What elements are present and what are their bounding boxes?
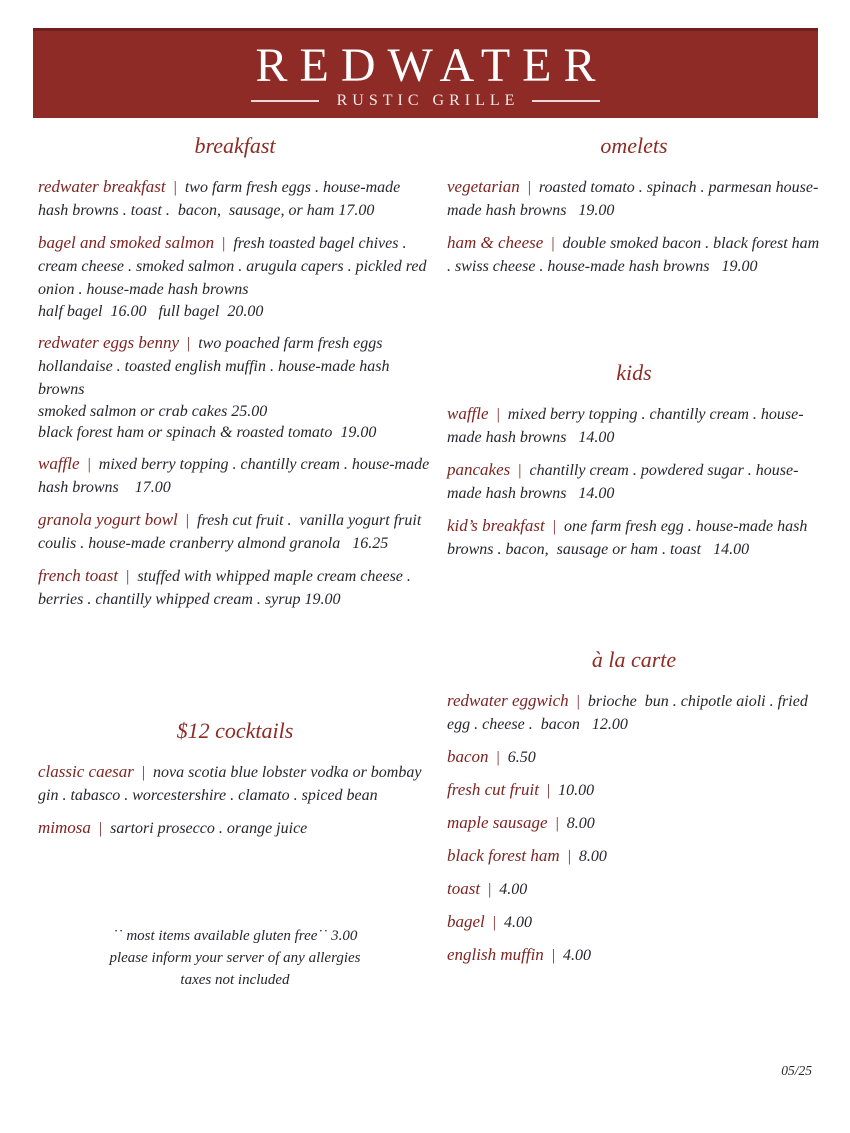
item-price: 4.00 [499,881,528,898]
item-line [38,231,432,301]
menu-item-classic-caesar [38,760,432,807]
item-price: 4.00 [563,947,592,964]
item-line [447,778,821,802]
item-name: redwater breakfast [38,177,166,196]
item-separator: | [214,235,234,252]
item-name: granola yogurt bowl [38,510,178,529]
item-line [38,331,432,401]
right-column [447,131,824,976]
footer-notes [38,925,432,991]
menu-item-vegetarian-omelet [447,175,821,222]
item-name: english muffin [447,945,544,964]
section-breakfast [38,131,432,611]
item-line [38,175,432,222]
item-separator: | [547,815,567,832]
menu-item-english-muffin [447,943,821,967]
item-separator: | [538,782,559,799]
item-line [447,514,821,561]
menu-item-waffle [38,452,432,499]
item-line [38,760,432,807]
item-option-line: black forest ham or spinach & roasted tomato 19.00 [38,424,377,441]
item-description: double smoked bacon . black forest ham . swiss cheese . house-made hash browns 19.00 [447,235,824,275]
item-line [38,508,432,555]
item-name: ham & cheese [447,233,544,252]
section-title-kids: kids [616,360,652,385]
item-price-line: half bagel 16.00 full bagel 20.00 [38,303,264,320]
item-separator: | [559,848,579,865]
menu-item-ham-cheese-omelet [447,231,824,278]
item-description: stuffed with whipped maple cream cheese . berries . chantilly whipped cream . syrup 19.00 [38,568,415,608]
item-separator: | [133,764,154,781]
item-description: brioche bun . chipotle aioli . fried egg . cheese . bacon 12.00 [447,693,812,733]
item-separator: | [488,406,508,423]
item-description: sartori prosecco . orange juice [110,820,308,837]
section-title-omelets: omelets [600,133,668,158]
item-name: vegetarian [447,177,520,196]
section-omelets [447,131,824,278]
item-name: waffle [38,454,80,473]
menu-item-mimosa [38,816,432,840]
brand-banner [33,28,818,118]
item-name: maple sausage [447,813,548,832]
item-line [38,816,432,840]
menu-item-toast [447,877,821,901]
menu-item-redwater-eggwich [447,689,821,736]
section-a-la-carte [447,645,821,967]
menu-item-redwater-eggs-benny [38,331,432,443]
item-line [38,452,432,499]
item-line [447,458,821,505]
item-name: kid’s breakfast [447,516,545,535]
item-line [447,745,821,769]
item-separator: | [179,335,199,352]
item-name: redwater eggwich [447,691,569,710]
item-line [38,564,432,611]
section-cocktails [38,716,432,840]
item-line [447,689,821,736]
item-separator: | [519,179,539,196]
menu-item-black-forest-ham [447,844,821,868]
item-name: bagel and smoked salmon [38,233,215,252]
item-name: toast [447,879,481,898]
item-description: chantilly cream . powdered sugar . house-made hash browns 14.00 [447,462,799,502]
item-line [447,910,821,934]
item-line [447,943,821,967]
section-title-a-la-carte: à la carte [591,647,677,672]
item-description: fresh toasted bagel chives . cream cheese . smoked salmon . arugula capers . pickled red onion . house-made hash browns [38,235,431,298]
taxes-note: taxes not included [180,972,290,988]
item-description: one farm fresh egg . house-made hash browns . bacon, sausage or ham . toast 14.00 [447,518,812,558]
menu-item-granola-yogurt-bowl [38,508,432,555]
menu-item-fresh-cut-fruit [447,778,821,802]
item-line [447,877,821,901]
item-separator: | [165,179,185,196]
item-line [447,175,821,222]
menu-item-french-toast [38,564,432,611]
brand-tagline-row [33,92,818,110]
menu-item-kids-waffle [447,402,821,449]
tagline-rule-left [251,100,319,102]
item-line [447,402,821,449]
item-name: mimosa [38,818,91,837]
item-separator: | [544,518,564,535]
item-line [447,844,821,868]
item-separator: | [90,820,111,837]
item-separator: | [118,568,138,585]
item-description: two farm fresh eggs . house-made hash browns . toast . bacon, sausage, or ham 17.00 [38,179,405,219]
item-separator: | [543,235,563,252]
item-price: 10.00 [558,782,595,799]
item-line [447,811,821,835]
gluten-free-note: ˙˙ most items available gluten free˙˙ 3.00 [112,928,358,944]
item-name: redwater eggs benny [38,333,180,352]
allergies-note: please inform your server of any allergies [109,950,361,966]
menu-item-bagel-smoked-salmon [38,231,432,322]
menu-version: 05/25 [781,1063,812,1078]
item-name: bacon [447,747,489,766]
item-name: fresh cut fruit [447,780,539,799]
item-separator: | [568,693,588,710]
item-option-line: smoked salmon or crab cakes 25.00 [38,403,268,420]
item-separator: | [543,947,564,964]
item-separator: | [484,914,504,931]
tagline-rule-right [532,100,600,102]
brand-name: REDWATER [255,39,608,92]
item-price: 8.00 [578,848,607,865]
item-name: french toast [38,566,119,585]
section-title-cocktails: $12 cocktails [176,718,294,743]
item-price: 8.00 [566,815,595,832]
item-separator: | [510,462,530,479]
item-name: bagel [447,912,485,931]
item-separator: | [177,512,197,529]
item-description: nova scotia blue lobster vodka or bombay gin . tabasco . worcestershire . clamato . spiced bean [38,764,426,804]
item-name: classic caesar [38,762,134,781]
section-title-breakfast: breakfast [194,133,276,158]
item-name: black forest ham [447,846,560,865]
item-description: fresh cut fruit . vanilla yogurt fruit coulis . house-made cranberry almond granola 16.25 [38,512,426,552]
menu-item-maple-sausage [447,811,821,835]
item-separator: | [79,456,99,473]
item-separator: | [488,749,508,766]
item-description: mixed berry topping . chantilly cream . house-made hash browns 14.00 [447,406,804,446]
section-kids [447,358,821,561]
item-description: roasted tomato . spinach . parmesan house-made hash browns 19.00 [447,179,819,219]
menu-item-redwater-breakfast [38,175,432,222]
menu-item-bagel [447,910,821,934]
menu-item-kids-breakfast [447,514,821,561]
item-name: pancakes [447,460,511,479]
menu-item-kids-pancakes [447,458,821,505]
item-description: two poached farm fresh eggs hollandaise . toasted english muffin . house-made hash browns [38,335,394,398]
menu-item-bacon [447,745,821,769]
left-column [38,131,432,991]
brand-tagline: RUSTIC GRILLE [336,92,520,109]
item-price: 6.50 [507,749,536,766]
item-name: waffle [447,404,489,423]
item-line [447,231,824,278]
item-price: 4.00 [503,914,532,931]
item-separator: | [480,881,500,898]
item-description: mixed berry topping . chantilly cream . house-made hash browns 17.00 [38,456,434,496]
